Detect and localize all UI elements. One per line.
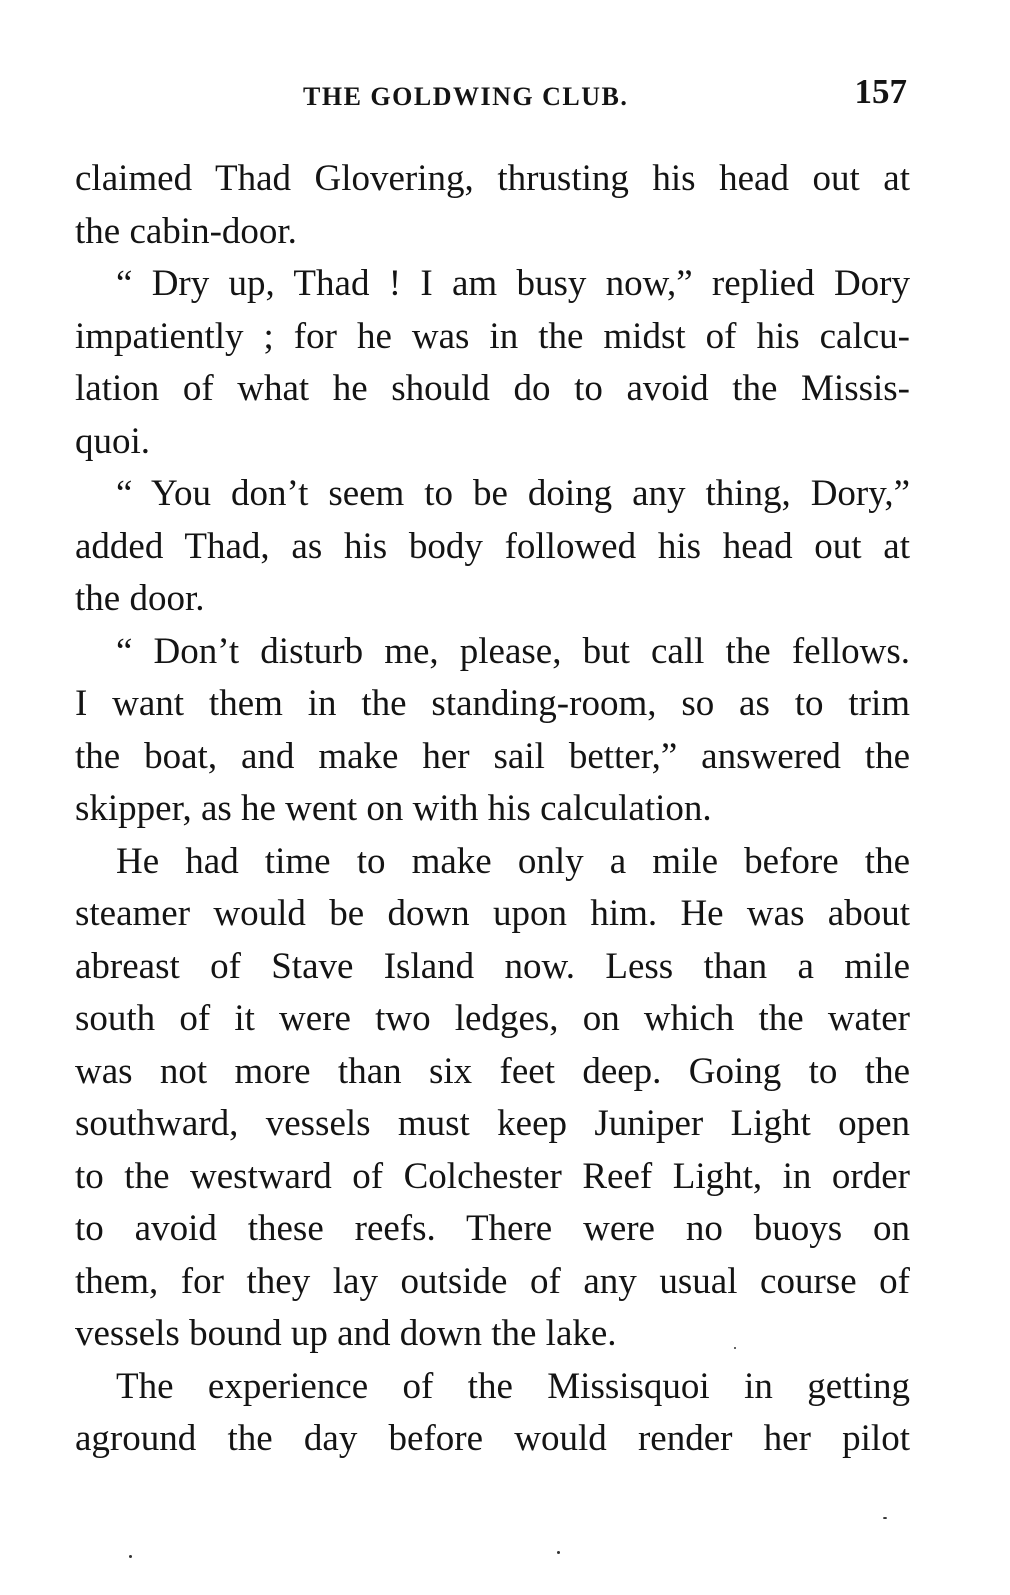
text-line: “ Don’t disturb me, please, but call the fellows. [116,630,910,672]
text-line: He had time to make only a mile before the [116,840,910,882]
text-line: them, for they lay outside of any usual course of [75,1260,910,1302]
text-line: the door. [75,578,205,619]
scan-speck [883,1517,887,1519]
scan-speck [129,1555,132,1558]
text-line: impatiently ; for he was in the midst of his calcu- [75,315,910,357]
text-line: to avoid these reefs. There were no buoys on [75,1208,910,1249]
text-line: claimed Thad Glovering, thrusting his head out at [75,158,910,199]
scan-speck [557,1551,560,1554]
text-line: vessels bound up and down the lake. [75,1313,617,1354]
text-line: The experience of the Missisquoi in getting [116,1365,910,1407]
text-line: steamer would be down upon him. He was about [75,893,910,934]
text-line: quoi. [75,420,151,462]
text-line: “ Dry up, Thad ! I am busy now,” replied Dory [116,263,910,304]
running-title: THE GOLDWING CLUB. [303,82,629,111]
scan-speck [734,1347,736,1349]
text-line: lation of what he should do to avoid the Missis- [75,368,910,409]
text-line: to the westward of Colchester Reef Light, in order [75,1155,910,1197]
page-number: 157 [854,72,907,111]
running-header [75,72,910,122]
text-line: skipper, as he went on with his calculation. [75,788,712,829]
text-line: I want them in the standing-room, so as to trim [75,683,910,724]
text-line: was not more than six feet deep. Going to the [75,1050,910,1092]
text-line: south of it were two ledges, on which the water [75,998,910,1039]
text-line: the cabin-door. [75,210,297,252]
text-line: the boat, and make her sail better,” answered the [75,735,910,777]
text-line: abreast of Stave Island now. Less than a mile [75,945,910,987]
text-line: aground the day before would render her pilot [75,1418,910,1459]
text-line: “ You don’t seem to be doing any thing, Dory,” [116,473,910,514]
text-line: southward, vessels must keep Juniper Light open [75,1103,910,1144]
body-text [75,153,910,1466]
text-line: added Thad, as his body followed his head out at [75,525,910,567]
